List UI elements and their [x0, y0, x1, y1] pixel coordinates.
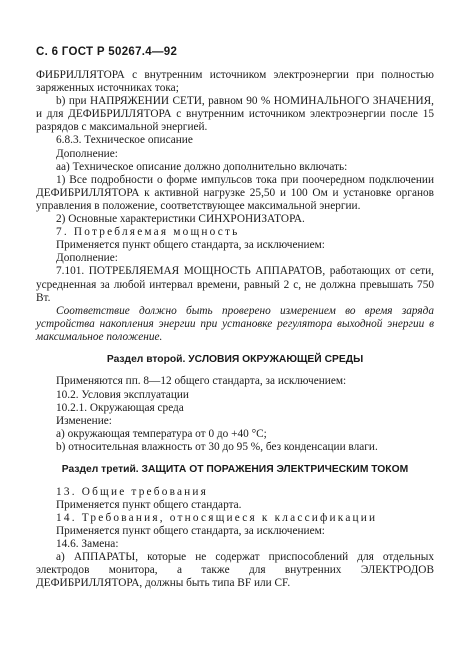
clause-heading: 6.8.3. Техническое описание	[56, 134, 193, 147]
paragraph: Применяется пункт общего стандарта, за исключением:	[56, 524, 325, 537]
clause-heading: 14. Требования, относящиеся к классификации	[56, 511, 378, 524]
paragraph: 10.2. Условия эксплуатации	[56, 388, 189, 401]
clause-heading: 13. Общие требования	[56, 485, 209, 498]
paragraph: ФИБРИЛЛЯТОРА с внутренним источником электроэнергии при полностью заряженных источниках тока;	[36, 69, 434, 95]
paragraph: Изменение:	[56, 414, 112, 427]
document-body	[36, 69, 434, 590]
paragraph: 10.2.1. Окружающая среда	[56, 401, 184, 414]
paragraph: Соответствие должно быть проверено измерением во время заряда устройства накопления энергии при установке регулятора выходной энергии в максимальное положение.	[36, 304, 434, 343]
paragraph: 2) Основные характеристики СИНХРОНИЗАТОРА.	[56, 213, 305, 226]
paragraph: Дополнение:	[56, 147, 118, 160]
paragraph: Применяется пункт общего стандарта.	[56, 498, 242, 511]
paragraph: b) относительная влажность от 30 до 95 %, без конденсации влаги.	[56, 440, 378, 453]
paragraph: 14.6. Замена:	[56, 537, 119, 550]
paragraph: b) при НАПРЯЖЕНИИ СЕТИ, равном 90 % НОМИНАЛЬНОГО ЗНАЧЕНИЯ, и для ДЕФИБРИЛЛЯТОРА с внутренним источником электроэнергии после 15 разрядов с максимальной энергией.	[36, 95, 434, 134]
paragraph: аа) Техническое описание должно дополнительно включать:	[56, 160, 348, 173]
section-heading: Раздел третий. ЗАЩИТА ОТ ПОРАЖЕНИЯ ЭЛЕКТРИЧЕСКИМ ТОКОМ	[61, 464, 409, 476]
paragraph: Применяется пункт общего стандарта, за исключением:	[56, 239, 325, 252]
clause-heading: 7. Потребляемая мощность	[56, 226, 240, 239]
section-heading: Раздел второй. УСЛОВИЯ ОКРУЖАЮЩЕЙ СРЕДЫ	[106, 353, 364, 365]
paragraph: 1) Все подробности о форме импульсов тока при поочередном подключении ДЕФИБРИЛЛЯТОРА к активной нагрузке 25,50 и 100 Ом и установке органов управления в положение, соответствующее максимальной энергии.	[36, 173, 434, 212]
paragraph: Применяются пп. 8—12 общего стандарта, за исключением:	[56, 375, 347, 388]
paragraph: а) АППАРАТЫ, которые не содержат приспособлений для отдельных электродов монитора, а также для внутренних ЭЛЕКТРОДОВ ДЕФИБРИЛЛЯТОРА, должны быть типа BF или CF.	[36, 551, 434, 590]
paragraph: 7.101. ПОТРЕБЛЯЕМАЯ МОЩНОСТЬ АППАРАТОВ, работающих от сети, усредненная за любой интервал времени, равный 2 с, не должна превышать 750 Вт.	[36, 265, 434, 304]
paragraph: Дополнение:	[56, 252, 118, 265]
page-header: С. 6 ГОСТ Р 50267.4—92	[36, 46, 178, 58]
paragraph: а) окружающая температура от 0 до +40 °С;	[56, 427, 267, 440]
